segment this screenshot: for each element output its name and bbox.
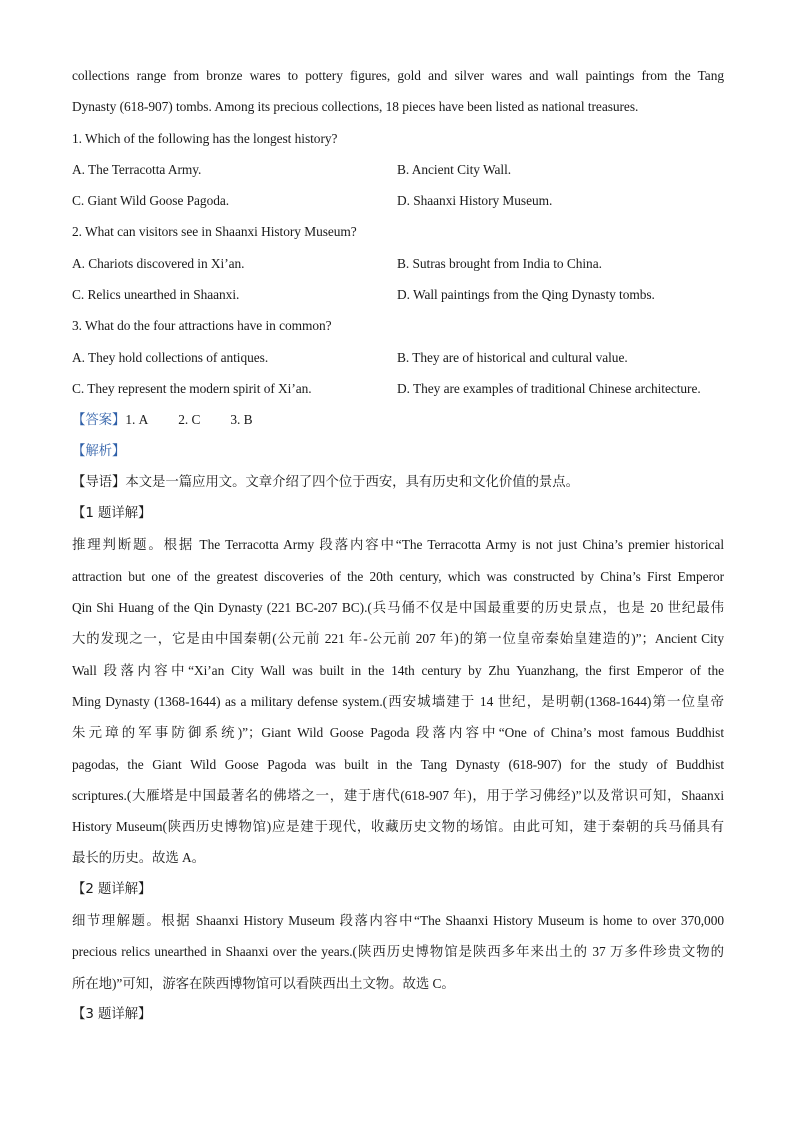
answer-label: 【答案】 xyxy=(72,413,126,429)
detail1-line: attraction but one of the greatest discoveries of the 20th century, which was constructed by China’s First Emperor xyxy=(72,568,724,584)
detail1-line: pagodas, the Giant Wild Goose Pagoda was built in the Tang Dynasty (618-907) for the study of Buddhist xyxy=(72,756,724,772)
detail1-line: scriptures.(大雁塔是中国最著名的佛塔之一，建于唐代(618-907 年)，用于学习佛经)”以及常识可知，Shaanxi xyxy=(72,787,724,803)
option-d: D. They are examples of traditional Chinese architecture. xyxy=(397,380,701,396)
detail1-line: Qin Shi Huang of the Qin Dynasty (221 BC-207 BC).(兵马俑不仅是中国最重要的历史景点，也是 20 世纪最伟 xyxy=(72,600,724,616)
detail2-line: 所在地)”可知，游客在陕西博物馆可以看陕西出土文物。故选 C。 xyxy=(72,975,455,991)
option-row xyxy=(72,373,724,404)
question-stem: 3. What do the four attractions have in common? xyxy=(72,318,332,334)
detail1-line: 推理判断题。根据 The Terracotta Army 段落内容中“The Terracotta Army is not just China’s premier historical xyxy=(72,537,724,553)
detail1-line: Wall 段落内容中“Xi’an City Wall was built in the 14th century by Zhu Yuanzhang, the first Emperor of the xyxy=(72,662,724,678)
detail1-line: 大的发现之一，它是由中国秦朝(公元前 221 年-公元前 207 年)的第一位皇帝秦始皇建造的)”；Ancient City xyxy=(72,631,724,647)
option-row xyxy=(72,248,724,279)
analysis-label: 【解析】 xyxy=(72,443,126,459)
answer-values xyxy=(125,412,252,427)
option-row xyxy=(72,154,724,185)
detail1-line: 朱元璋的军事防御系统)”；Giant Wild Goose Pagoda 段落内容中“One of China’s most famous Buddhist xyxy=(72,725,724,741)
detail1-line: History Museum(陕西历史博物馆)应是建于现代，收藏历史文物的场馆。由此可知，建于秦朝的兵马俑具有 xyxy=(72,819,724,835)
option-row xyxy=(72,185,724,216)
question-stem: 2. What can visitors see in Shaanxi History Museum? xyxy=(72,224,357,240)
guide-text: 【导语】本文是一篇应用文。文章介绍了四个位于西安，具有历史和文化价值的景点。 xyxy=(72,474,579,490)
option-row xyxy=(72,342,724,373)
option-c: C. Giant Wild Goose Pagoda. xyxy=(72,193,230,209)
option-a: A. Chariots discovered in Xi’an. xyxy=(72,255,245,271)
option-d: D. Wall paintings from the Qing Dynasty tombs. xyxy=(397,287,655,303)
detail3-heading: 【3 题详解】 xyxy=(72,1006,152,1022)
answer-value: 1. A xyxy=(125,412,149,428)
option-c: C. They represent the modern spirit of Xi’an. xyxy=(72,380,312,396)
option-row xyxy=(72,279,724,310)
intro-line: Dynasty (618-907) tombs. Among its precious collections, 18 pieces have been listed as national treasures. xyxy=(72,99,639,115)
intro-line: collections range from bronze wares to pottery figures, gold and silver wares and wall paintings from the Tang xyxy=(72,68,724,83)
document-page xyxy=(72,60,724,1030)
detail2-line: 细节理解题。根据 Shaanxi History Museum 段落内容中“The Shaanxi History Museum is home to over 370,000 xyxy=(72,913,724,929)
answer-row xyxy=(72,404,724,435)
option-a: A. The Terracotta Army. xyxy=(72,161,202,177)
option-b: B. Ancient City Wall. xyxy=(397,161,512,177)
option-d: D. Shaanxi History Museum. xyxy=(397,193,553,209)
answer-value: 3. B xyxy=(230,412,253,428)
detail2-heading: 【2 题详解】 xyxy=(72,881,152,897)
answer-value: 2. C xyxy=(178,412,201,428)
question-stem: 1. Which of the following has the longest history? xyxy=(72,130,338,146)
option-b: B. Sutras brought from India to China. xyxy=(397,255,602,271)
option-a: A. They hold collections of antiques. xyxy=(72,349,269,365)
detail2-line: precious relics unearthed in Shaanxi over the years.(陕西历史博物馆是陕西多年来出土的 37 万多件珍贵文物的 xyxy=(72,944,724,960)
detail1-heading: 【1 题详解】 xyxy=(72,506,152,522)
detail1-line: Ming Dynasty (1368-1644) as a military defense system.(西安城墙建于 14 世纪，是明朝(1368-1644)第一位皇帝 xyxy=(72,693,724,709)
detail1-line: 最长的历史。故选 A。 xyxy=(72,850,205,866)
option-b: B. They are of historical and cultural value. xyxy=(397,349,628,365)
option-c: C. Relics unearthed in Shaanxi. xyxy=(72,287,240,303)
